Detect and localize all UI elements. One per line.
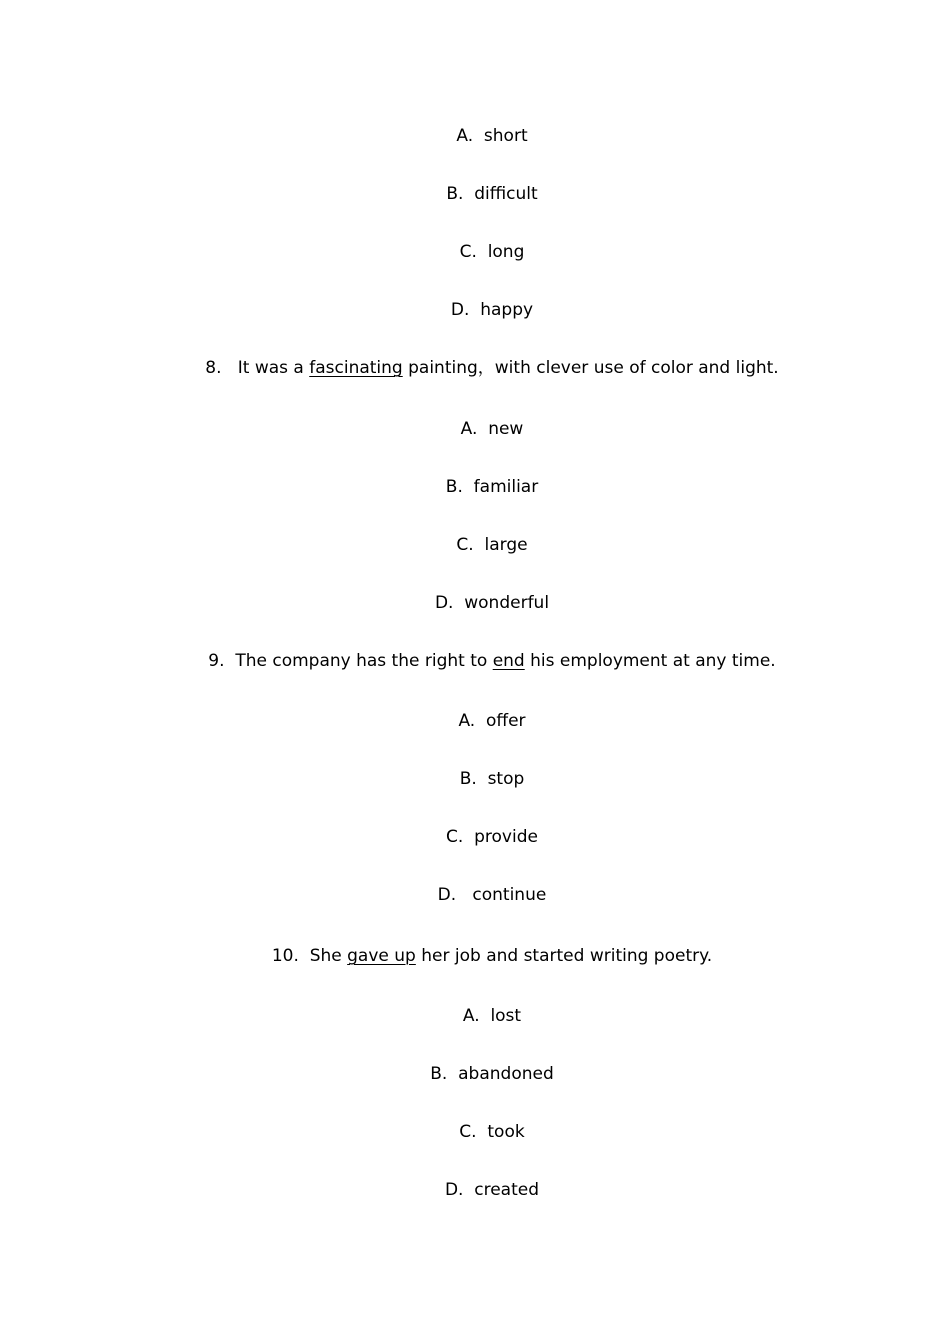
q8-option-a — [0, 419, 950, 439]
option-text: lost — [490, 1006, 522, 1026]
option-letter: B. — [430, 1064, 448, 1084]
q9-option-a — [0, 711, 950, 731]
q10-stem — [0, 946, 950, 966]
option-letter: A. — [460, 419, 478, 439]
option-letter: C. — [446, 827, 464, 847]
question-number: 9. — [208, 651, 225, 671]
option-letter: D. — [434, 593, 454, 613]
option-text: provide — [474, 827, 538, 847]
option-letter: B. — [445, 477, 463, 497]
option-letter: A. — [462, 1006, 480, 1026]
option-text: offer — [485, 711, 526, 731]
option-text: difficult — [474, 184, 538, 204]
question-number: 8. — [205, 358, 222, 378]
option-letter: D. — [437, 885, 457, 905]
option-text: continue — [466, 885, 547, 905]
q10-option-b — [0, 1064, 950, 1084]
option-text: wonderful — [464, 593, 550, 613]
option-letter: D. — [450, 300, 470, 320]
option-letter: D. — [444, 1180, 464, 1200]
stem-before: She — [309, 946, 348, 966]
option-letter: B. — [446, 184, 464, 204]
option-letter: A. — [456, 126, 474, 146]
q9-option-d — [0, 885, 950, 905]
q9-stem — [0, 651, 950, 671]
option-text: long — [487, 242, 525, 262]
option-text: abandoned — [458, 1064, 554, 1084]
underlined-word: gave up — [347, 946, 416, 966]
stem-before: The company has the right to — [235, 651, 493, 671]
option-text: new — [488, 419, 524, 439]
option-text: stop — [487, 769, 525, 789]
q8-option-d — [0, 593, 950, 613]
option-text: short — [483, 126, 528, 146]
q7-option-b — [0, 184, 950, 204]
option-text: large — [484, 535, 528, 555]
question-number: 10. — [271, 946, 299, 966]
stem-before: It was a — [237, 358, 310, 378]
option-text: happy — [480, 300, 534, 320]
q9-option-b — [0, 769, 950, 789]
option-letter: C. — [459, 1122, 477, 1142]
q8-option-b — [0, 477, 950, 497]
underlined-word: fascinating — [309, 358, 403, 378]
stem-after: his employment at any time. — [524, 651, 776, 671]
q8-option-c — [0, 535, 950, 555]
q7-option-c — [0, 242, 950, 262]
stem-after: her job and started writing poetry. — [415, 946, 713, 966]
q7-option-d — [0, 300, 950, 320]
option-letter: C. — [456, 535, 474, 555]
option-letter: C. — [459, 242, 477, 262]
option-text: familiar — [473, 477, 539, 497]
underlined-word: end — [492, 651, 525, 671]
stem-after: painting，with clever use of color and light. — [402, 358, 779, 378]
option-text: took — [487, 1122, 525, 1142]
q9-option-c — [0, 827, 950, 847]
q10-option-d — [0, 1180, 950, 1200]
q8-stem — [0, 358, 950, 378]
q7-option-a — [0, 126, 950, 146]
q10-option-a — [0, 1006, 950, 1026]
option-text: created — [474, 1180, 540, 1200]
option-letter: B. — [459, 769, 477, 789]
q10-option-c — [0, 1122, 950, 1142]
option-letter: A. — [458, 711, 476, 731]
